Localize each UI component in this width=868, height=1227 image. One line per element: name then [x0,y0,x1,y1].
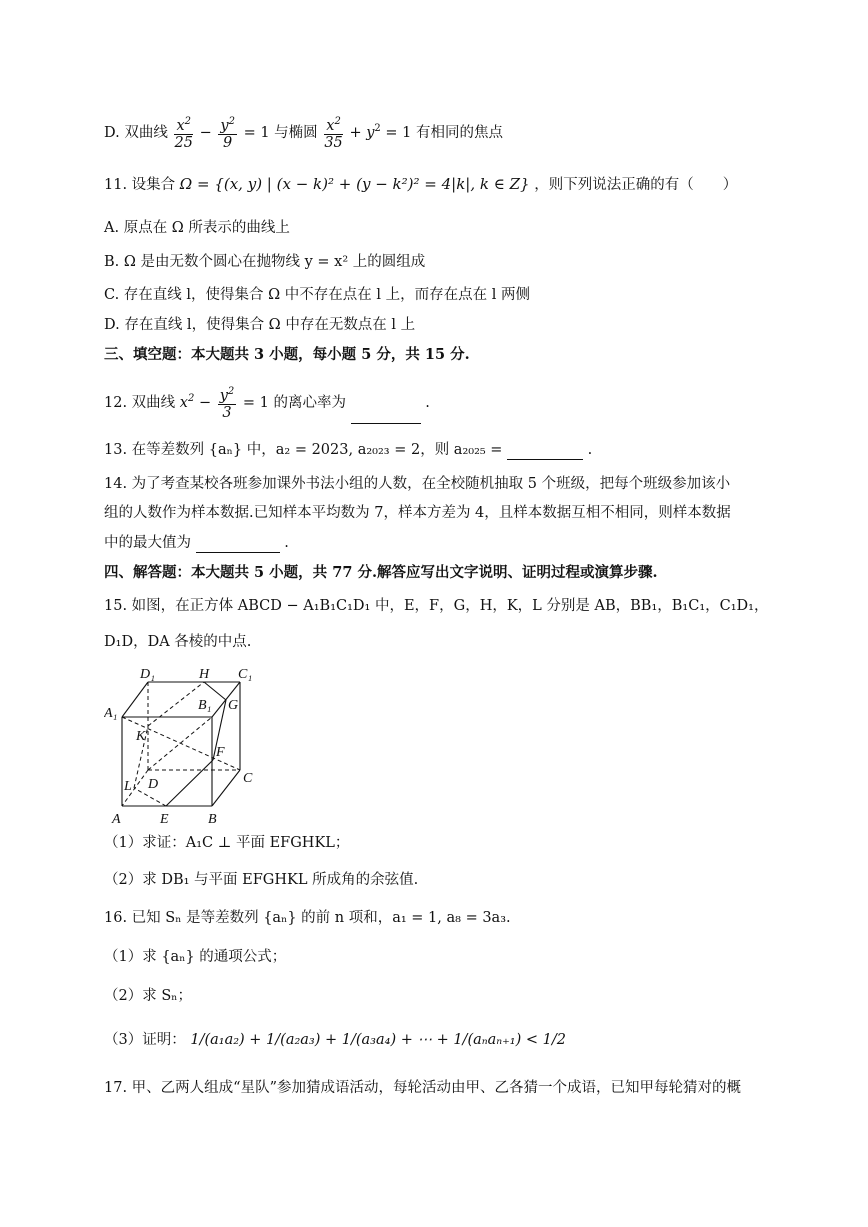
label-b1: B₁ [198,698,212,713]
label-d: D [148,777,159,792]
q16-part2: （2）求 Sₙ； [104,988,193,1004]
q11-option-d: D. 存在直线 l，使得集合 Ω 中存在无数点在 l 上 [104,317,416,333]
q13-answer-blank[interactable] [507,443,583,460]
label-k: K [136,729,146,744]
q14-line1: 14. 为了考查某校各班参加课外书法小组的人数，在全校随机抽取 5 个班级，把每个班级参加该小 [104,476,731,492]
label-a1: A₁ [104,706,118,721]
q16-part3: （3）证明： 1/(a₁a₂) + 1/(a₂a₃) + 1/(a₃a₄) + ⋯ + 1/(aₙaₙ₊₁) < 1/2 [104,1032,566,1048]
q15-part1: （1）求证：A₁C ⊥ 平面 EFGHKL； [104,835,350,851]
section4-heading: 四、解答题：本大题共 5 小题，共 77 分.解答应写出文字说明、证明过程或演算步骤. [104,564,658,581]
q11-option-a: A. 原点在 Ω 所表示的曲线上 [104,220,290,236]
cube-figure [104,662,274,827]
q11-stem: 11. 设集合 Ω = {(x, y) | (x − k)² + (y − k²)² = 4|k|, k ∈ Z} ，则下列说法正确的有（ ） [104,175,738,193]
q16-part1: （1）求 {aₙ} 的通项公式； [104,949,287,965]
label-a: A [112,812,121,827]
q14-answer-blank[interactable] [196,536,280,553]
label-g: G [228,698,239,713]
q14-line2: 组的人数作为样本数据.已知样本平均数为 7，样本方差为 4，且样本数据互相不相同，则样本数据 [104,505,731,521]
q12: 12. 双曲线 $x^2$ − $\frac{y^2}{3}$ = 1 的离心率为 . [104,378,430,424]
frac-y2-3: $\frac{y^2}{3}$ [219,386,235,422]
label-d1: D₁ [140,667,155,682]
label-c: C [243,771,253,786]
label-f: F [216,745,225,760]
q10-d-mid: 与椭圆 [274,124,318,141]
q10-d-end: 有相同的焦点 [415,124,503,141]
q11-option-b: B. Ω 是由无数个圆心在抛物线 y = x² 上的圆组成 [104,254,426,270]
frac-x2-25: $\frac{x^2}{25}$ [174,116,193,152]
section3-heading: 三、填空题：本大题共 3 小题，每小题 5 分，共 15 分. [104,346,470,363]
q14-line3: 中的最大值为 . [104,535,289,551]
q15-line2: D₁D，DA 各棱的中点. [104,634,252,650]
q15-part2: （2）求 DB₁ 与平面 EFGHKL 所成角的余弦值. [104,872,419,888]
label-l: L [124,779,132,794]
q15-line1: 15. 如图，在正方体 ABCD − A₁B₁C₁D₁ 中，E，F，G，H，K，L 分别是 AB，BB₁，B₁C₁，C₁D₁， [104,598,769,614]
label-b: B [208,812,217,827]
q11-option-c: C. 存在直线 l，使得集合 Ω 中不存在点在 l 上，而存在点在 l 两侧 [104,287,530,303]
q13: 13. 在等差数列 {aₙ} 中，a₂ = 2023, a₂₀₂₃ = 2，则 a₂₀₂₅ = . [104,442,593,458]
q17-line1: 17. 甲、乙两人组成“星队”参加猜成语活动，每轮活动由甲、乙各猜一个成语，已知甲每轮猜对的概 [104,1080,741,1096]
label-c1: C₁ [238,667,253,682]
frac-x2-35: $\frac{x^2}{35}$ [324,116,343,152]
q16-inequality: 1/(a₁a₂) + 1/(a₂a₃) + 1/(a₃a₄) + ⋯ + 1/(aₙaₙ₊₁) < 1/2 [190,1032,566,1048]
frac-y2-9: $\frac{y^2}{9}$ [220,116,235,152]
q12-answer-blank[interactable] [351,407,421,424]
label-h: H [199,667,210,682]
q10-d-label: D. 双曲线 [104,124,168,141]
label-e: E [160,812,169,827]
q10-option-d: D. 双曲线 $\frac{x^2}{25}$ − $\frac{y^2}{9}$ = 1 与椭圆 $\frac{x^2}{35}$ + $y^2 = 1$ 有相同的焦点 [104,116,503,152]
q11-set: Ω = {(x, y) | (x − k)² + (y − k²)² = 4|k|, k ∈ Z} [179,175,530,193]
q16-stem: 16. 已知 Sₙ 是等差数列 {aₙ} 的前 n 项和，a₁ = 1, a₈ = 3a₃. [104,910,511,926]
